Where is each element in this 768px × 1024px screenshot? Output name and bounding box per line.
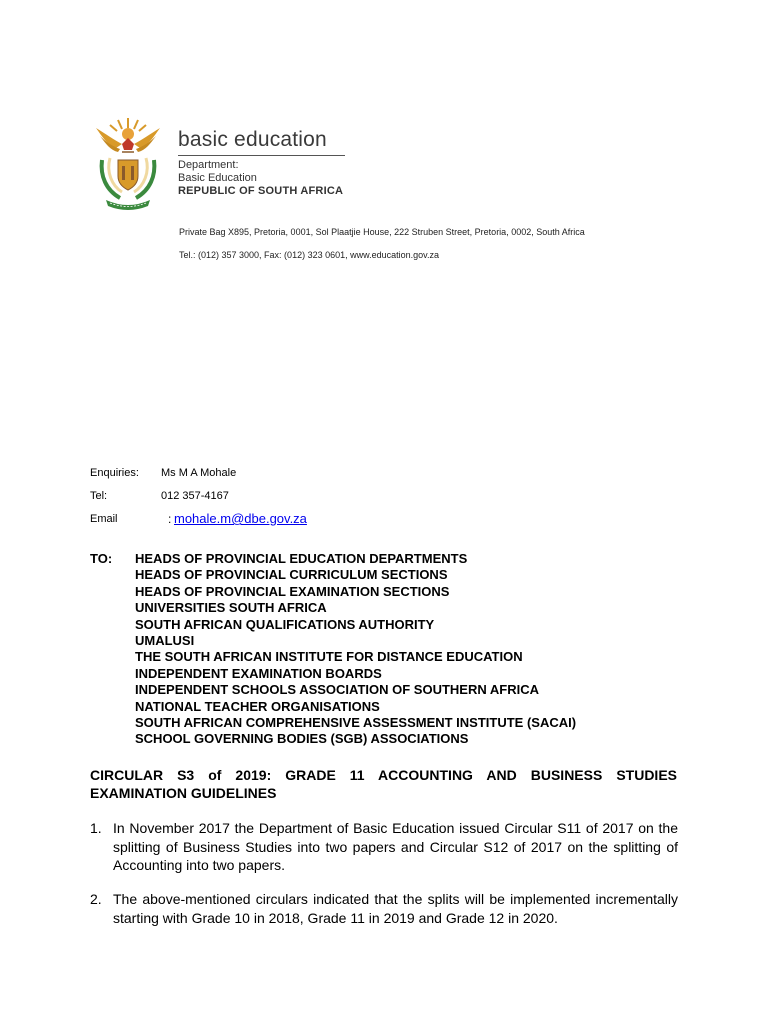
recipient-item: HEADS OF PROVINCIAL EXAMINATION SECTIONS bbox=[135, 583, 450, 599]
paragraph-text: The above-mentioned circulars indicated that the splits will be implemented incrementally starting with Grade 10 in 2018, Grade 11 in 2019 and Grade 12 in 2020. bbox=[113, 891, 678, 926]
circular-subject: CIRCULAR S3 of 2019: GRADE 11 ACCOUNTING AND BUSINESS STUDIES EXAMINATION GUIDELINES bbox=[90, 767, 677, 801]
department-label: Department: bbox=[178, 159, 239, 171]
tel-label: Tel: bbox=[90, 490, 108, 502]
recipient-list bbox=[135, 551, 576, 748]
recipient-item: SOUTH AFRICAN QUALIFICATIONS AUTHORITY bbox=[135, 616, 435, 632]
recipient-item: INDEPENDENT EXAMINATION BOARDS bbox=[135, 665, 382, 681]
enquiries-value: Ms M A Mohale bbox=[161, 467, 237, 479]
email-colon: : bbox=[168, 512, 172, 526]
recipient-item: UMALUSI bbox=[135, 633, 195, 649]
recipient-item: SCHOOL GOVERNING BODIES (SGB) ASSOCIATIONS bbox=[135, 731, 469, 747]
to-label: TO: bbox=[90, 551, 113, 566]
department-name: Basic Education bbox=[178, 172, 257, 184]
recipient-item: HEADS OF PROVINCIAL EDUCATION DEPARTMENTS bbox=[135, 551, 468, 566]
paragraph-text: In November 2017 the Department of Basic Education issued Circular S11 of 2017 on the splitting of Business Studies into two papers and Circular S12 of 2017 on the splitting of Accounting into two papers. bbox=[113, 820, 678, 873]
email-label: Email bbox=[90, 513, 118, 525]
enquiries-label: Enquiries: bbox=[90, 467, 139, 479]
department-brand-title: basic education bbox=[178, 128, 327, 151]
recipient-item: INDEPENDENT SCHOOLS ASSOCIATION OF SOUTHERN AFRICA bbox=[135, 682, 539, 698]
email-link[interactable]: mohale.m@dbe.gov.za bbox=[174, 511, 307, 526]
country-name: REPUBLIC OF SOUTH AFRICA bbox=[178, 185, 344, 197]
recipient-item: SOUTH AFRICAN COMPREHENSIVE ASSESSMENT INSTITUTE (SACAI) bbox=[135, 715, 577, 731]
paragraph-number: 2. bbox=[90, 891, 102, 907]
recipient-item: UNIVERSITIES SOUTH AFRICA bbox=[135, 600, 327, 616]
recipient-item: HEADS OF PROVINCIAL CURRICULUM SECTIONS bbox=[135, 567, 448, 583]
brand-divider bbox=[178, 155, 345, 156]
postal-address: Private Bag X895, Pretoria, 0001, Sol Plaatjie House, 222 Struben Street, Pretoria, 0002, South Africa bbox=[179, 227, 585, 237]
paragraph-1 bbox=[90, 819, 678, 875]
paragraph-number: 1. bbox=[90, 820, 102, 836]
recipient-item: NATIONAL TEACHER ORGANISATIONS bbox=[135, 698, 380, 714]
recipient-item: THE SOUTH AFRICAN INSTITUTE FOR DISTANCE EDUCATION bbox=[135, 649, 523, 665]
tel-value: 012 357-4167 bbox=[161, 490, 229, 502]
paragraph-2 bbox=[90, 890, 678, 927]
contact-line: Tel.: (012) 357 3000, Fax: (012) 323 0601, www.education.gov.za bbox=[179, 250, 439, 260]
coat-of-arms-icon bbox=[92, 114, 164, 212]
